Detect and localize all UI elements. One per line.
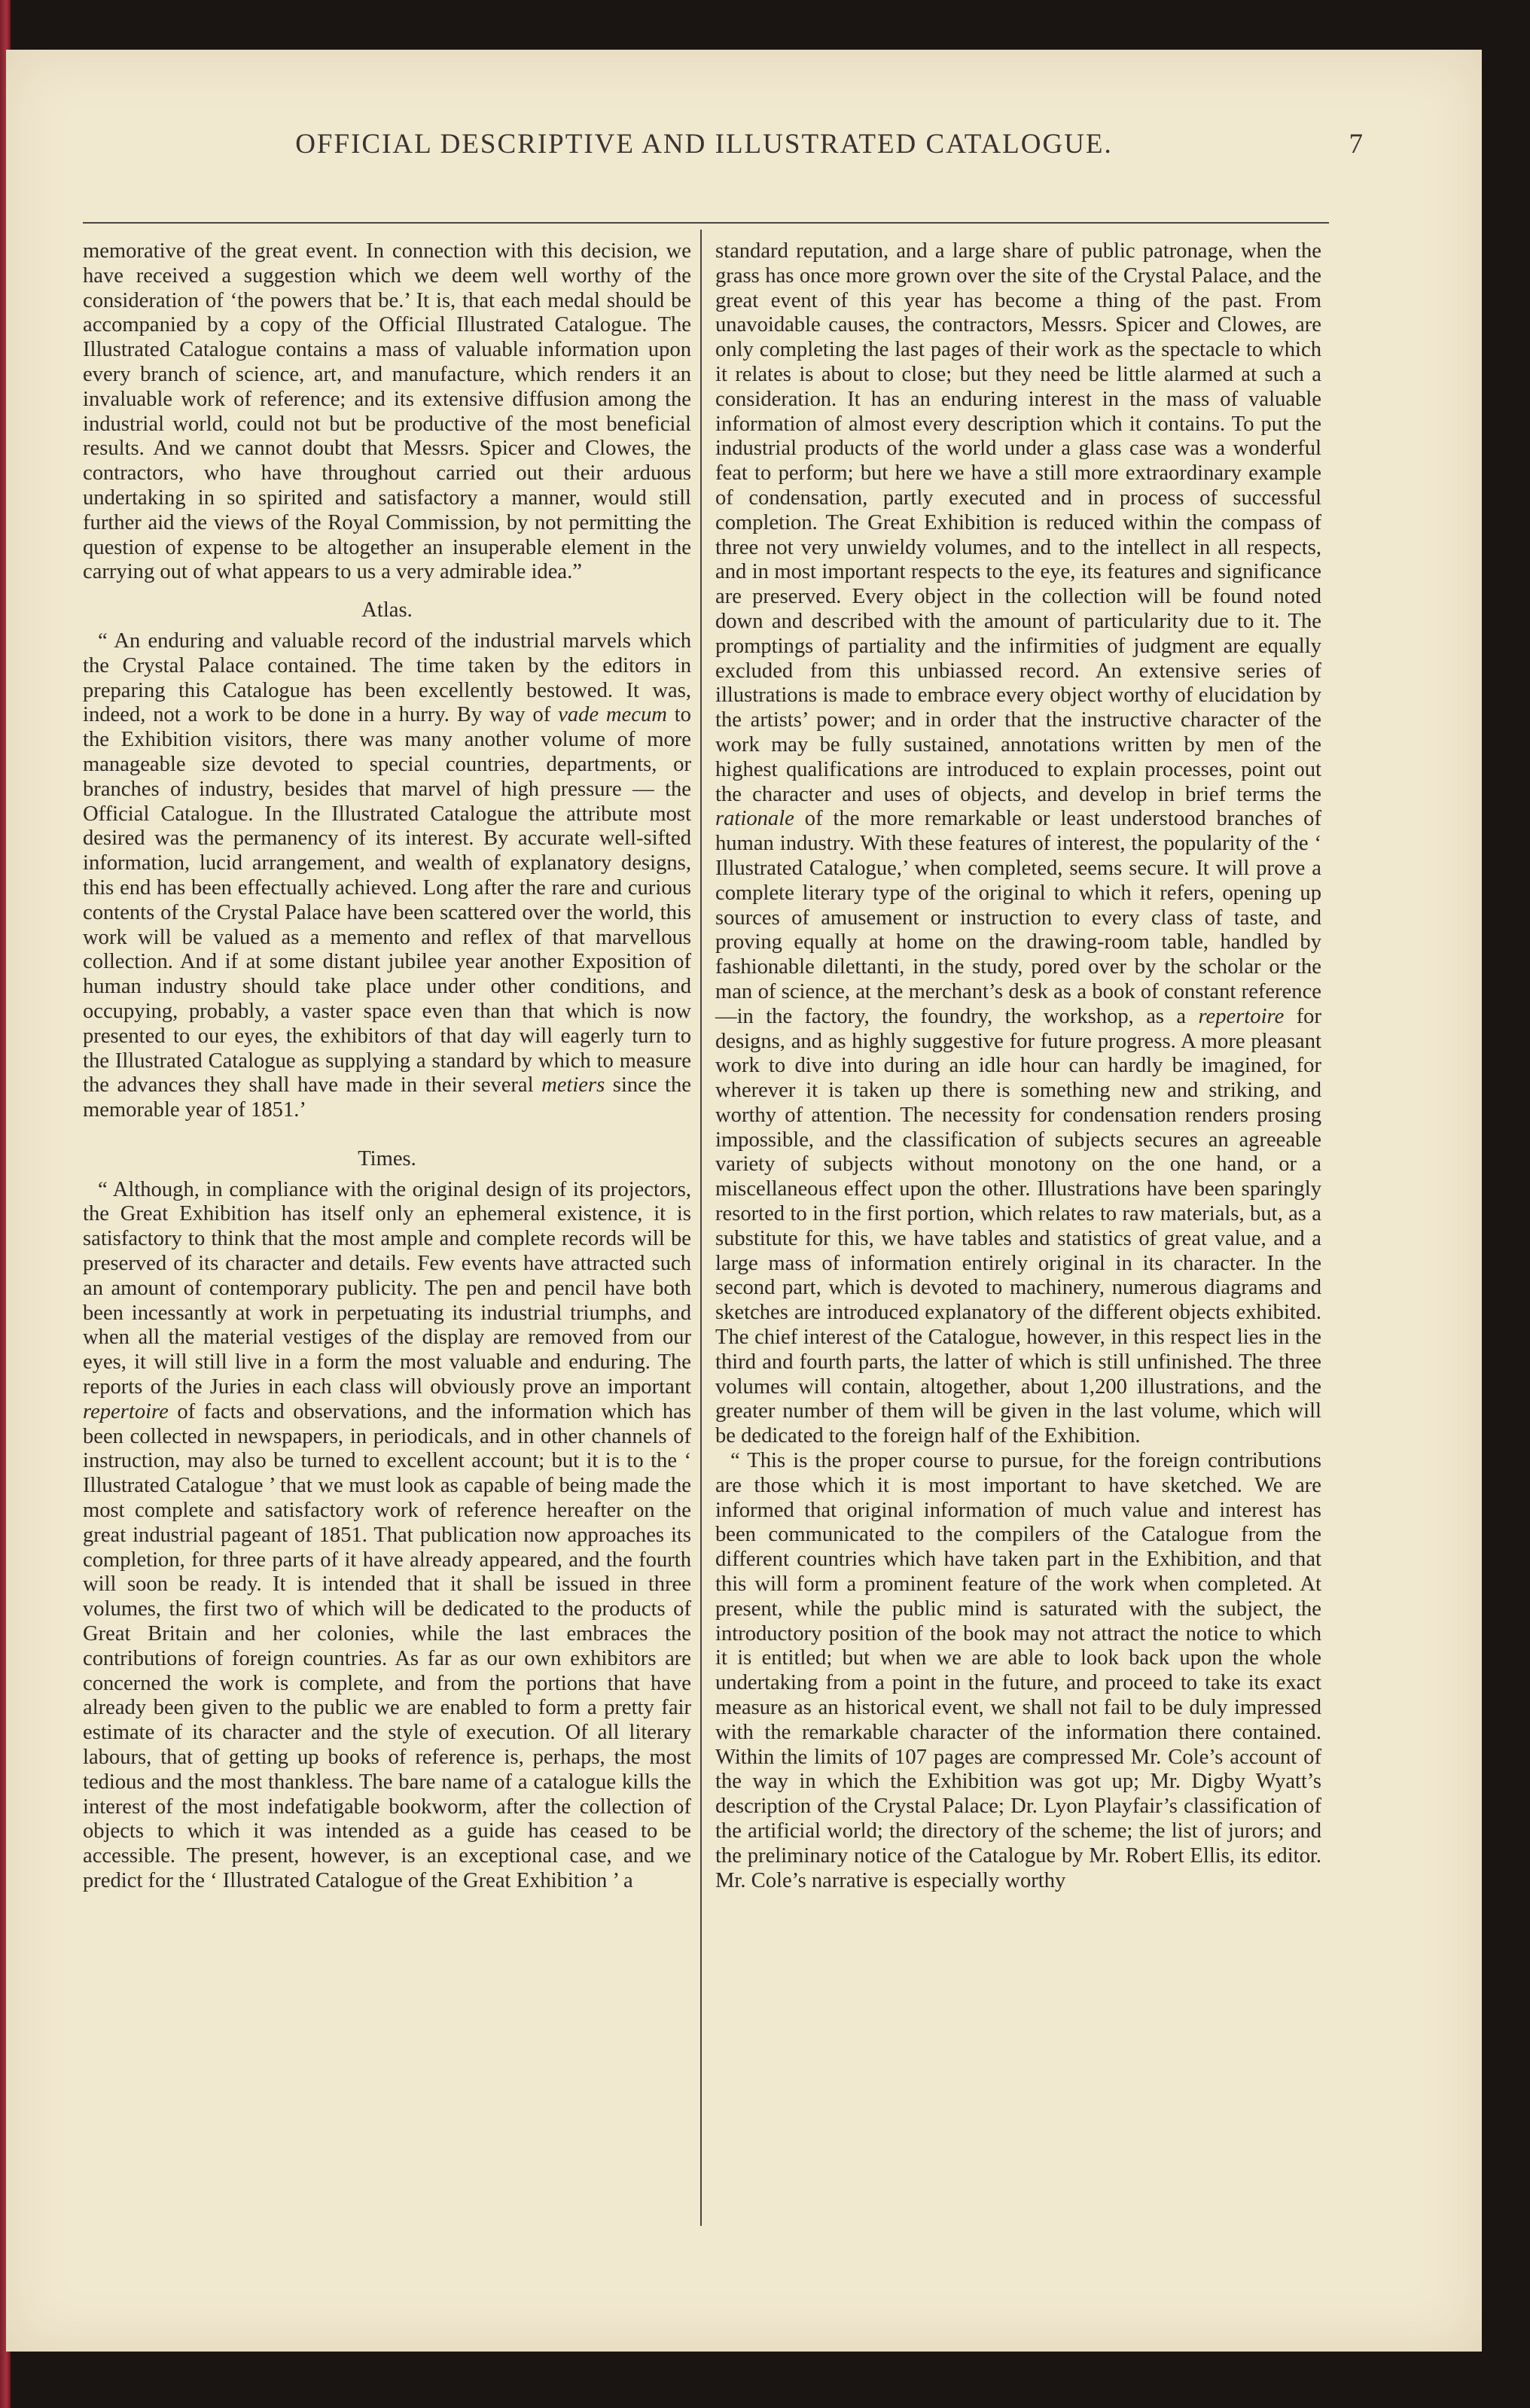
atlas-text-1: “ An enduring and valuable record of the industrial marvels which the Crystal Palace contained. The time taken by the editors in preparing this Catalogue has been excellently bestowed. It was, indeed, not a work to be done in a hurry. By way of	[83, 629, 691, 727]
times-text-2: of facts and observations, and the information which has been collected in newspapers, in periodicals, and in other channels of instruction, may also be turned to excellent account; but it is to the ‘ Illustrated Catalogue ’ that we must look as capable of being made the most complete and satisfactory work of reference hereafter on the great industrial pageant of 1851. That publication now approaches its completion, for three parts of it have already appeared, and the fourth will soon be ready. It is intended that it shall be issued in three volumes, the first two of which will be dedicated to the products of Great Britain and her colonies, while the last embraces the contributions of foreign countries. As far as our own exhibitors are concerned the work is complete, and from the portions that have already been given to the public we are enabled to form a pretty fair estimate of its character and the style of execution. Of all literary labours, that of getting up books of reference is, perhaps, the most tedious and the most thankless. The bare name of a catalogue kills the interest of the most indefatigable bookworm, after the collection of objects to which it was intended as a guide has ceased to be accessible. The present, however, is an exceptional case, and we predict for the ‘ Illustrated Catalogue of the Great Exhibition ’ a	[83, 1399, 691, 1892]
right-italic-rationale: rationale	[715, 807, 794, 831]
paragraph-foreign-contributions: “ This is the proper course to pursue, for the foreign contributions are those which it is most important to have sketched. We are informed that original information of much value and interest has been communicated to the compilers of the Catalogue from the different countries which have taken part in the Exhibition, and that this will form a prominent feature of the work when completed. At present, while the public mind is saturated with the subject, the introductory position of the book may not attract the notice to which it is entitled; but when we are able to look back upon the whole undertaking from a point in the future, and proceed to take its exact measure as an historical event, we shall not fail to be duly impressed with the remarkable character of the information there contained. Within the limits of 107 pages are compressed Mr. Cole’s account of the way in which the Exhibition was got up; Mr. Digby Wyatt’s description of the Crystal Palace; Dr. Lyon Playfair’s classification of the artificial world; the directory of the scheme; the list of jurors; and the preliminary notice of the Catalogue by Mr. Robert Ellis, its editor. Mr. Cole’s narrative is especially worthy	[715, 1449, 1321, 1892]
page-number: 7	[1349, 129, 1363, 160]
section-heading-times: Times.	[358, 1146, 416, 1171]
paragraph-continuation: memorative of the great event. In connection with this decision, we have received a suggestion which we deem well worthy of the consideration of ‘the powers that be.’ It is, that each medal should be accompanied by a copy of the Official Illustrated Catalogue. The Illustrated Catalogue contains a mass of valuable information upon every branch of science, art, and manufacture, which renders it an invaluable work of reference; and its extensive diffusion among the industrial world, could not but be productive of the most beneficial results. And we cannot doubt that Messrs. Spicer and Clowes, the contractors, who have throughout carried out their arduous undertaking in so spirited and satisfactory a manner, would still further aid the views of the Royal Commission, by not permitting the question of expense to be altogether an insuperable element in the carrying out of what appears to us a very admirable idea.”	[83, 239, 691, 584]
times-text-1: “ Although, in compliance with the original design of its projectors, the Great Exhibition has itself only an ephemeral existence, it is satisfactory to think that the most ample and complete records will be preserved of its character and details. Few events have attracted such an amount of contemporary publicity. The pen and pencil have both been incessantly at work in perpetuating its industrial triumphs, and when all the material vestiges of the display are removed from our eyes, it will still live in a form the most valuable and enduring. The reports of the Juries in each class will obviously prove an important	[83, 1177, 691, 1399]
atlas-italic-vade-mecum: vade mecum	[558, 703, 667, 727]
section-heading-atlas: Atlas.	[361, 598, 413, 623]
right-text-3: for designs, and as highly suggestive for future progress. A more pleasant work to dive into during an idle hour can hardly be imagined, for wherever it is taken up there is something new and striking, and worthy of attention. The necessity for condensation renders prosing impossible, and the classification of subjects secures an agreeable variety of subjects without monotony on the one hand, or a miscellaneous effect upon the other. Illustrations have been sparingly resorted to in the first portion, which relates to raw materials, but, as a substitute for this, we have tables and statistics of great value, and a large mass of information entirely original in its character. In the second part, which is devoted to machinery, numerous diagrams and sketches are introduced explanatory of the different objects exhibited. The chief interest of the Catalogue, however, in this respect lies in the third and fourth parts, the latter of which is still unfinished. The three volumes will contain, altogether, about 1,200 illustrations, and the greater number of them will be given in the last volume, which will be dedicated to the foreign half of the Exhibition.	[715, 1004, 1321, 1448]
running-header	[75, 128, 1363, 167]
atlas-italic-metiers: metiers	[541, 1073, 605, 1097]
atlas-text-3: since the memorable year of 1851.’	[83, 1073, 691, 1122]
left-column	[83, 239, 691, 1894]
atlas-text-2: to the Exhibition visitors, there was many another volume of more manageable size devoted to special countries, departments, or branches of industry, besides that marvel of high pressure — the Official Catalogue. In the Illustrated Catalogue the attribute most desired was the permanency of its interest. By accurate well-sifted information, lucid arrangement, and wealth of explanatory designs, this end has been effectually achieved. Long after the rare and curious contents of the Crystal Palace have been scattered over the world, this work will be valued as a memento and reflex of that marvellous collection. And if at some distant jubilee year another Exposition of human industry should take place under other conditions, and occupying, probably, a vaster space even than that which is now presented to our eyes, the exhibitors of that day will eagerly turn to the Illustrated Catalogue as supplying a standard by which to measure the advances they shall have made in their several	[83, 703, 691, 1097]
header-rule	[83, 222, 1329, 224]
paragraph-times-continued	[715, 239, 1321, 1449]
times-italic-repertoire: repertoire	[83, 1399, 169, 1423]
right-column	[715, 239, 1321, 1893]
right-text-1: standard reputation, and a large share of public patronage, when the grass has once more grown over the site of the Crystal Palace, and the great event of this year has become a thing of the past. From unavoidable causes, the contractors, Messrs. Spicer and Clowes, are only completing the last pages of their work as the spectacle to which it relates is about to close; but they need be little alarmed at such a consideration. It has an enduring interest in the mass of valuable information of almost every description which it contains. To put the industrial products of the world under a glass case was a wonderful feat to perform; but here we have a still more extraordinary example of condensation, partly executed and in process of successful completion. The Great Exhibition is reduced within the compass of three not very unwieldy volumes, and to the intellect in all respects, and in most important respects to the eye, its features and significance are preserved. Every object in the collection will be found noted down and described with the amount of particularity due to it. The promptings of partiality and the infirmities of judgment are equally excluded from this unbiassed record. An extensive series of illustrations is made to embrace every object worthy of elucidation by the artists’ power; and in order that the instructive character of the work may be fully sustained, annotations written by men of the highest qualifications are introduced to explain processes, point out the character and uses of objects, and develop in brief terms the	[715, 239, 1321, 806]
right-italic-repertoire: repertoire	[1198, 1004, 1285, 1028]
right-text-2: of the more remarkable or least understood branches of human industry. With these features of interest, the popularity of the ‘ Illustrated Catalogue,’ when completed, seems secure. It will prove a complete literary type of the original to which it refers, opening up sources of amusement or instruction to every class of taste, and proving equally at home on the drawing-room table, handled by fashionable dilettanti, in the study, pored over by the scholar or the man of science, at the merchant’s desk as a book of constant reference—in the factory, the foundry, the workshop, as a	[715, 807, 1321, 1028]
column-divider	[700, 230, 702, 2226]
running-title: OFFICIAL DESCRIPTIVE AND ILLUSTRATED CATALOGUE.	[295, 129, 1113, 160]
paragraph-atlas	[83, 629, 691, 1123]
paragraph-times	[83, 1178, 691, 1894]
